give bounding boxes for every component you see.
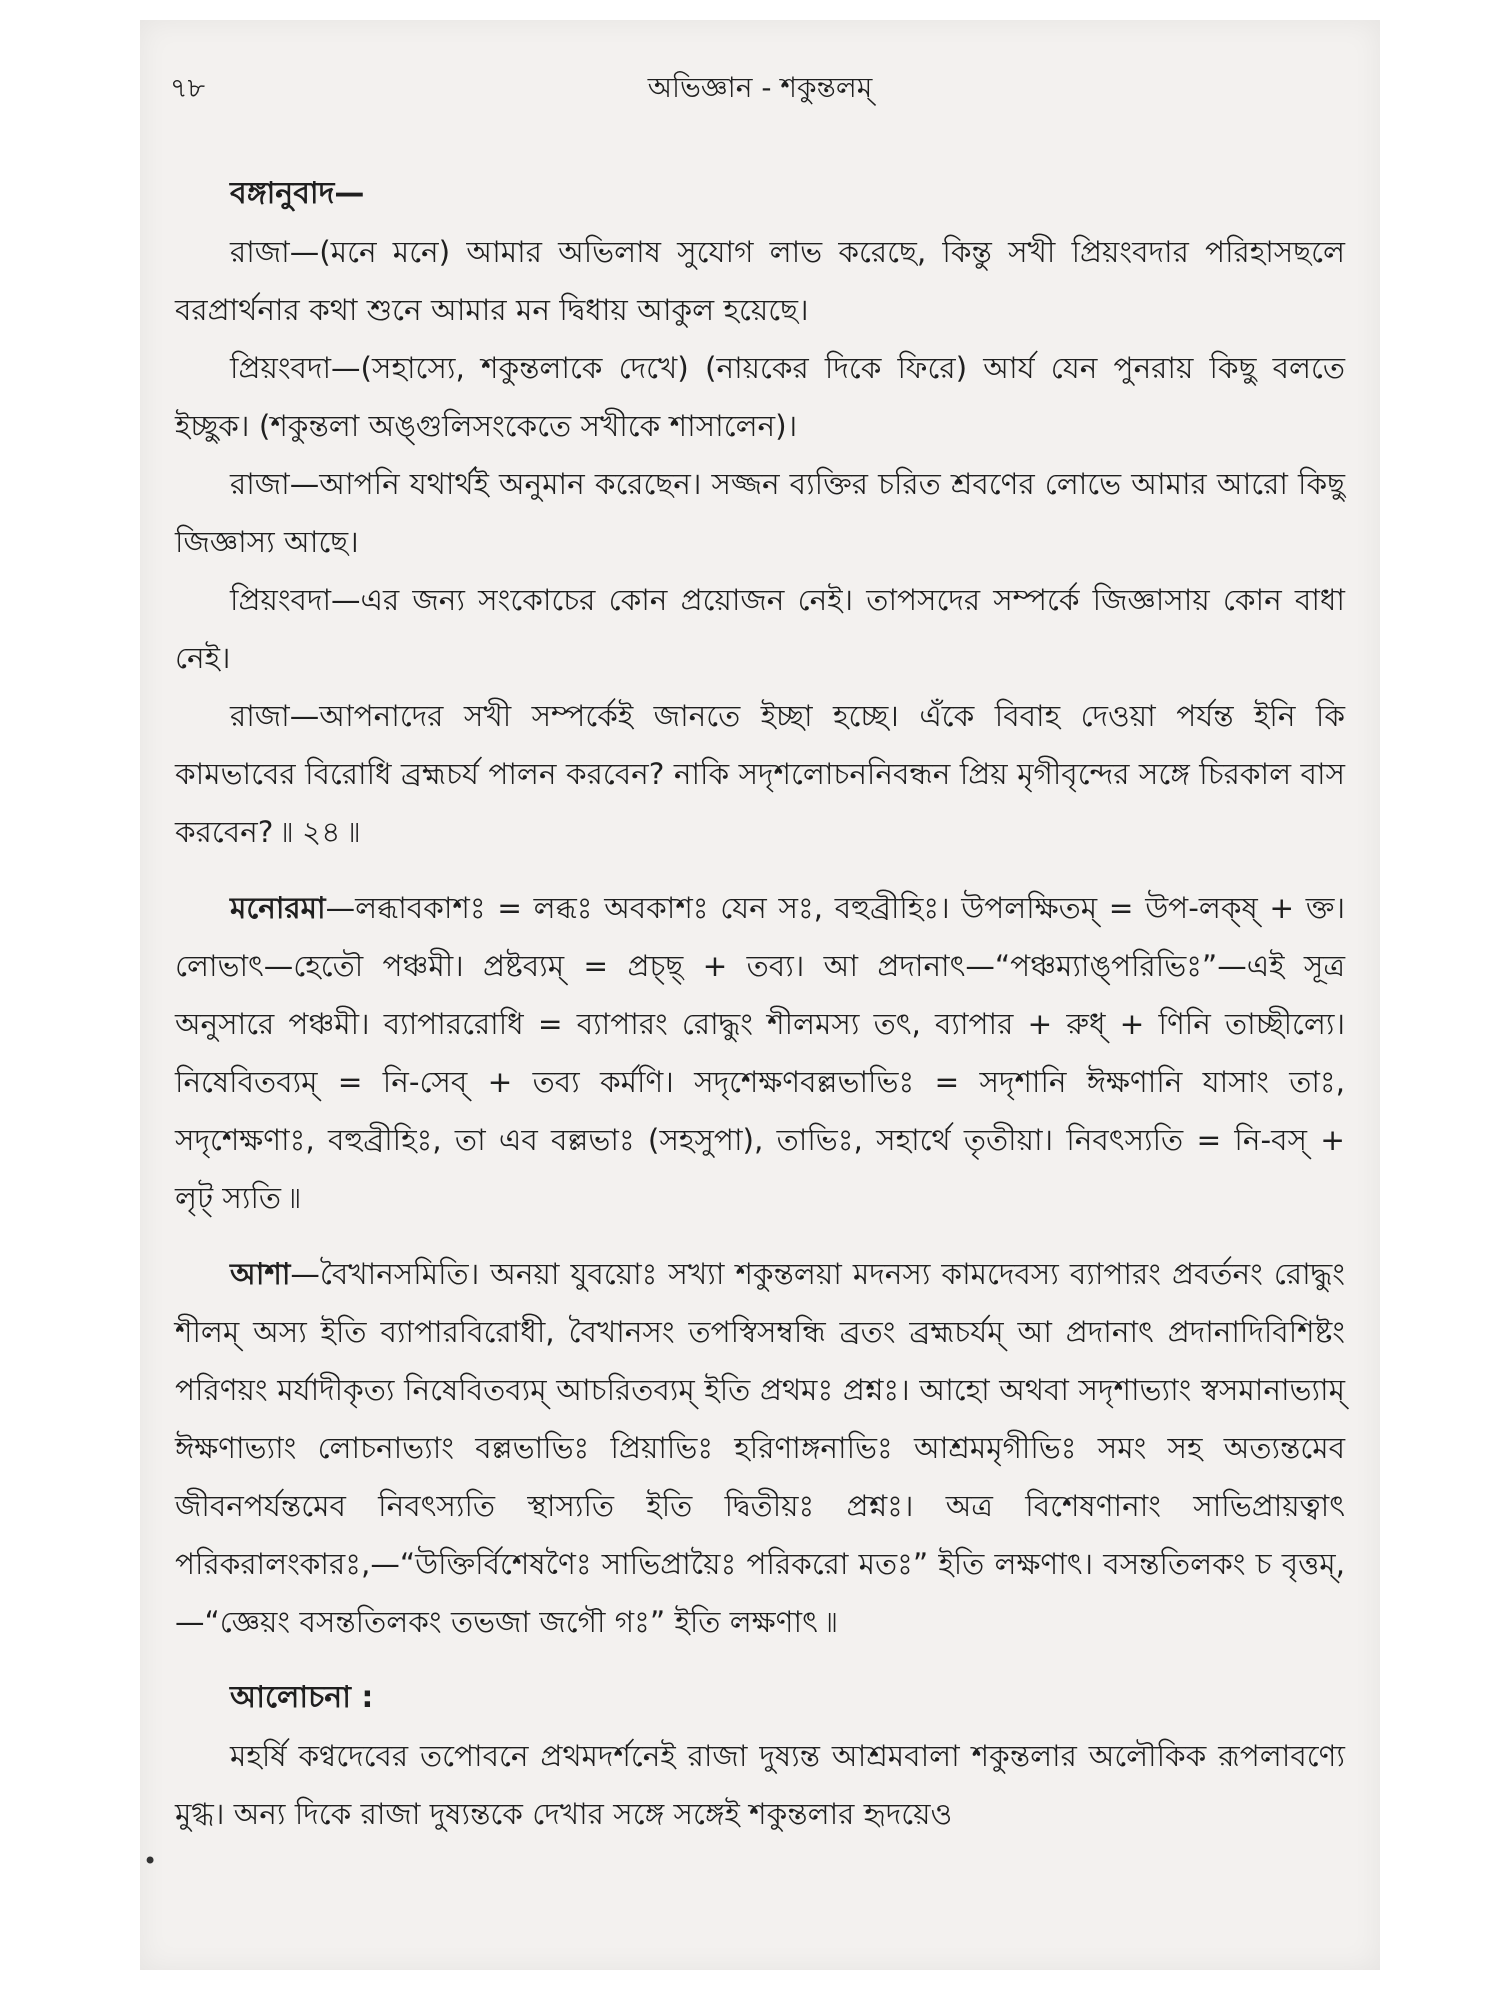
manorama-text: —লব্ধাবকাশঃ = লব্ধঃ অবকাশঃ যেন সঃ, বহুব্রীহিঃ। উপলক্ষিতম্ = উপ-লক্ষ্ + ক্ত। লোভাৎ—হেতৌ পঞ্চমী। প্রষ্টব্যম্ = প্রচ্ছ্ + তব্য। আ প্রদানাৎ—“পঞ্চম্যাঙ্‌পরিভিঃ”—এই সূত্র অনুসারে পঞ্চমী। ব্যাপাররোধি = ব্যাপারং রোদ্ধুং শীলমস্য তৎ, ব্যাপার + রুধ্ + ণিনি তাচ্ছীল্যে। নিষেবিতব্যম্ = নি-সেব্ + তব্য কর্মণি। সদৃশেক্ষণবল্লভাভিঃ = সদৃশানি ঈক্ষণানি যাসাং তাঃ, সদৃশেক্ষণাঃ, বহুব্রীহিঃ, তা এব বল্লভাঃ (সহসুপা), তাভিঃ, সহার্থে তৃতীয়া। নিবৎস্যতি = নি-বস্ + লৃট্ স্যতি ৷৷ bbox=[175, 891, 1345, 1215]
running-title: অভিজ্ঞান - শকুন্তলম্ bbox=[647, 71, 873, 104]
bonganubad-paragraph: রাজা—আপনি যথার্থই অনুমান করেছেন। সজ্জন ব্যক্তির চরিত শ্রবণের লোভে আমার আরো কিছু জিজ্ঞাস্য আছে। bbox=[175, 467, 1345, 559]
bonganubad-paragraph: রাজা—(মনে মনে) আমার অভিলাষ সুযোগ লাভ করেছে, কিন্তু সখী প্রিয়ংবদার পরিহাসছলে বরপ্রার্থনার কথা শুনে আমার মন দ্বিধায় আকুল হয়েছে। bbox=[175, 235, 1345, 327]
asha-text: —বৈখানসমিতি। অনয়া যুবয়োঃ সখ্যা শকুন্তলয়া মদনস্য কামদেবস্য ব্যাপারং প্রবর্তনং রোদ্ধুং শীলম্ অস্য ইতি ব্যাপারবিরোধী, বৈখানসং তপস্বিসম্বন্ধি ব্রতং ব্রহ্মচর্যম্ আ প্রদানাৎ প্রদানাদিবিশিষ্টং পরিণয়ং মর্যাদীকৃত্য নিষেবিতব্যম্ আচরিতব্যম্ ইতি প্রথমঃ প্রশ্নঃ। আহো অথবা সদৃশাভ্যাং স্বসমানাভ্যাম্ ঈক্ষণাভ্যাং লোচনাভ্যাং বল্লভাভিঃ প্রিয়াভিঃ হরিণাঙ্গনাভিঃ আশ্রমমৃগীভিঃ সমং সহ অত্যন্তমেব জীবনপর্যন্তমেব নিবৎস্যতি স্থাস্যতি ইতি দ্বিতীয়ঃ প্রশ্নঃ। অত্র বিশেষণানাং সাভিপ্রায়ত্বাৎ পরিকরালংকারঃ,—“উক্তির্বিশেষণৈঃ সাভিপ্রায়ৈঃ পরিকরো মতঃ” ইতি লক্ষণাৎ। বসন্ততিলকং চ বৃত্তম্,—“জ্ঞেয়ং বসন্ততিলকং তভজা জগৌ গঃ” ইতি লক্ষণাৎ ৷৷ bbox=[175, 1257, 1345, 1639]
page-header bbox=[140, 60, 1380, 110]
bonganubad-paragraph: রাজা—আপনাদের সখী সম্পর্কেই জানতে ইচ্ছা হচ্ছে। এঁকে বিবাহ দেওয়া পর্যন্ত ইনি কি কামভাবের বিরোধি ব্রহ্মচর্য পালন করবেন? নাকি সদৃশলোচননিবন্ধন প্রিয় মৃগীবৃন্দের সঙ্গে চিরকাল বাস করবেন? ৷৷ ২৪ ৷৷ bbox=[175, 699, 1345, 849]
manorama-section bbox=[175, 879, 1345, 1227]
book-page bbox=[140, 20, 1380, 1970]
asha-section bbox=[175, 1245, 1345, 1651]
alochana-paragraph: মহর্ষি কণ্বদেবের তপোবনে প্রথমদর্শনেই রাজা দুষ্যন্ত আশ্রমবালা শকুন্তলার অলৌকিক রূপলাবণ্যে মুগ্ধ। অন্য দিকে রাজা দুষ্যন্তকে দেখার সঙ্গে সঙ্গেই শকুন্তলার হৃদয়েও bbox=[175, 1739, 1345, 1831]
section-heading-alochana: আলোচনা : bbox=[230, 1680, 374, 1715]
page-content bbox=[175, 165, 1345, 1843]
stray-ink-mark: • bbox=[143, 1847, 158, 1875]
section-heading-asha: আশা bbox=[230, 1257, 291, 1291]
page-number: ৭৮ bbox=[170, 73, 206, 104]
bonganubad-paragraph: প্রিয়ংবদা—এর জন্য সংকোচের কোন প্রয়োজন নেই। তাপসদের সম্পর্কে জিজ্ঞাসায় কোন বাধা নেই। bbox=[175, 583, 1345, 675]
section-heading-bonganubad: বঙ্গানুবাদ— bbox=[230, 176, 365, 211]
section-heading-manorama: মনোরমা bbox=[230, 891, 326, 925]
bonganubad-paragraph: প্রিয়ংবদা—(সহাস্যে, শকুন্তলাকে দেখে) (নায়কের দিকে ফিরে) আর্য যেন পুনরায় কিছু বলতে ইচ্ছুক। (শকুন্তলা অঙ্গুলিসংকেতে সখীকে শাসালেন)। bbox=[175, 351, 1345, 443]
